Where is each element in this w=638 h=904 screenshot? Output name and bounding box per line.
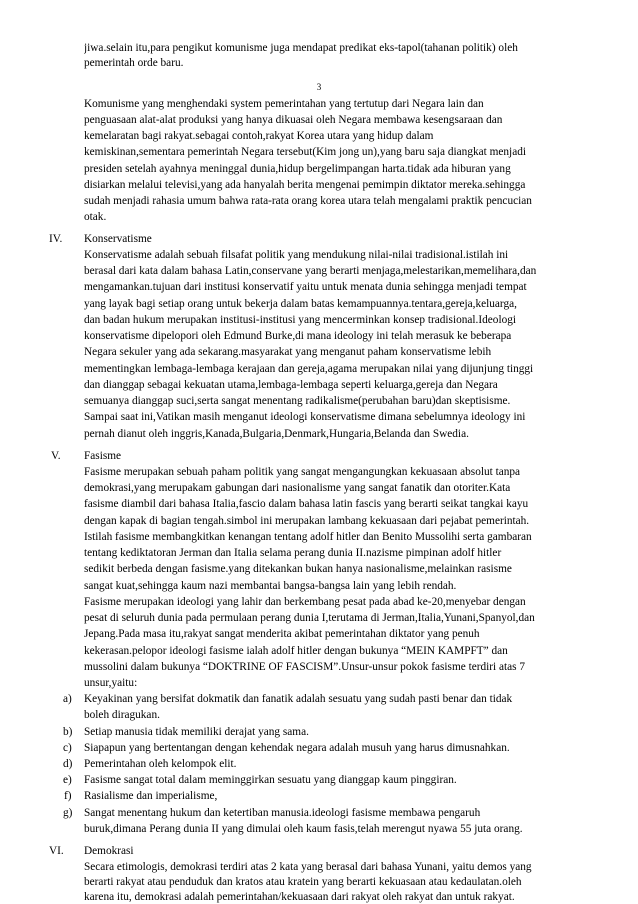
text-line: fasisme diambil dari bahasa Italia,fascio dalam bahasa latin fascis yang berarti seikat tangkai kayu <box>84 498 529 510</box>
text-line: unsur,yaitu: <box>84 677 138 689</box>
list-item-line: boleh diragukan. <box>84 709 160 721</box>
list-marker: b) <box>63 726 73 738</box>
list-marker: a) <box>63 693 72 705</box>
text-line: Jepang.Pada masa itu,rakyat sangat menderita akibat pemerintahan diktator yang penuh <box>84 628 480 640</box>
text-line: kemelaratan bagi rakyat.sebagai contoh,rakyat Korea utara yang hidup dalam <box>84 130 434 142</box>
text-line: pernah dianut oleh inggris,Kanada,Bulgaria,Denmark,Hungaria,Belanda dan Swedia. <box>84 428 469 440</box>
text-line: Secara etimologis, demokrasi terdiri atas 2 kata yang berasal dari bahasa Yunani, yaitu demos yang <box>84 861 532 873</box>
text-line: pemerintah orde baru. <box>84 57 184 69</box>
list-marker: e) <box>63 774 72 786</box>
list-marker: c) <box>63 742 72 754</box>
section-title: Fasisme <box>84 450 122 462</box>
text-line: berarti rakyat atau penduduk dan kratos atau kratein yang berarti kekuasaan atau kedaulatan.oleh <box>84 876 522 888</box>
text-line: Fasisme merupakan sebuah paham politik yang sangat mengangungkan kekuasaan absolut tanpa <box>84 466 521 478</box>
text-line: jiwa.selain itu,para pengikut komunisme juga mendapat predikat eks-tapol(tahanan politik) oleh <box>84 42 518 54</box>
list-item-line: Rasialisme dan imperialisme, <box>84 790 218 802</box>
text-line: penguasaan alat-alat produksi yang hanya dikuasai oleh Negara membawa kesengsaraan dan <box>84 114 503 126</box>
text-line: dan dianggap sebagai kekuatan utama,lembaga-lembaga seperti keluarga,gereja dan Negara <box>84 379 498 391</box>
text-line: dengan kapak di bagian tengah.simbol ini merupakan lambang kekuasaan dari pejabat pemerintah. <box>84 515 530 527</box>
text-line: disiarkan melalui televisi,yang ada hanyalah berita mengenai pemimpin diktator mereka.sehingga <box>84 179 526 191</box>
text-line: sedikit berbeda dengan fasisme.yang ditekankan bukan hanya nasionalisme,melainkan rasisme <box>84 563 512 575</box>
list-marker: g) <box>63 807 73 819</box>
text-line: berasal dari kata dalam bahasa Latin,conservane yang berarti menjaga,melestarikan,memelihara,dan <box>84 265 537 277</box>
list-marker: f) <box>64 790 72 802</box>
text-line: sangat kuat,sehingga kaum nazi membantai bangsa-bangsa lain yang lebih rendah. <box>84 580 457 592</box>
text-line: otak. <box>84 211 107 223</box>
text-line: pesat di seluruh dunia pada permulaan perang dunia I,terutama di Jerman,Italia,Yunani,Spanyol,dan <box>84 612 535 624</box>
text-line: Sampai saat ini,Vatikan masih menganut ideologi konservatisme dimana sebelumnya ideology ini <box>84 411 526 423</box>
list-item-line: Fasisme sangat total dalam meminggirkan sesuatu yang dianggap kaum pinggiran. <box>84 774 457 786</box>
list-item-line: Setiap manusia tidak memiliki derajat yang sama. <box>84 726 309 738</box>
text-line: Fasisme merupakan ideologi yang lahir dan berkembang pesat pada abad ke-20,menyebar dengan <box>84 596 526 608</box>
text-line: dan badan hukum merupakan institusi-institusi yang mencerminkan konsep tradisional.Ideologi <box>84 314 517 326</box>
text-line: mengamankan.tujuan dari institusi konservatif yaitu untuk menata dunia sehingga menjadi tempat <box>84 281 527 293</box>
text-line: kemiskinan,sementara pemerintah Negara tersebut(Kim jong un),yang baru saja diangkat menjadi <box>84 146 526 158</box>
page-number: 3 <box>316 82 322 92</box>
text-line: Konservatisme adalah sebuah filsafat politik yang mendukung nilai-nilai tradisional.istilah ini <box>84 249 509 261</box>
section-numeral: V. <box>51 450 61 462</box>
list-item-line: Siapapun yang bertentangan dengan kehendak negara adalah musuh yang harus dimusnahkan. <box>84 742 510 754</box>
text-line: yang layak bagi setiap orang untuk bekerja dalam batas kemampuannya.tentara,gereja,keluarga, <box>84 298 517 310</box>
text-line: kekerasan.pelopor ideologi fasisme ialah adolf hitler dengan bukunya “MEIN KAMPFT” dan <box>84 645 508 657</box>
section-title: Konservatisme <box>84 233 152 245</box>
section-title: Demokrasi <box>84 845 134 857</box>
text-line: Komunisme yang menghendaki system pemerintahan yang tertutup dari Negara lain dan <box>84 98 484 110</box>
text-line: mementingkan lembaga-lembaga kerajaan dan gereja,agama merupakan nilai yang dijunjung tinggi <box>84 363 534 375</box>
list-item-line: Pemerintahan oleh kelompok elit. <box>84 758 237 770</box>
list-item-line: buruk,dimana Perang dunia II yang dimulai oleh kaum fasis,telah merengut nyawa 55 juta orang. <box>84 823 523 835</box>
list-item-line: Sangat menentang hukum dan ketertiban manusia.ideologi fasisme membawa pengaruh <box>84 807 481 819</box>
list-marker: d) <box>63 758 73 770</box>
text-line: tentang kediktatoran Jerman dan Italia selama perang dunia II.nazisme pimpinan adolf hitler <box>84 547 502 559</box>
text-line: karena itu, demokrasi adalah pemerintahan/kekuasaan dari rakyat oleh rakyat dan untuk rakyat. <box>84 891 515 903</box>
text-line: mussolini dalam bukunya “DOKTRINE OF FASCISM”.Unsur-unsur pokok fasisme terdiri atas 7 <box>84 661 526 673</box>
text-line: semuanya dianggap suci,serta sangat menentang radikalisme(perubahan baru)dan skeptisisme. <box>84 395 511 407</box>
text-line: demokrasi,yang merupakam gabungan dari nasionalisme yang sangat fanatik dan otoriter.Kata <box>84 482 511 494</box>
section-numeral: IV. <box>49 233 63 245</box>
text-line: konservatisme dipelopori oleh Edmund Burke,di mana ideology ini telah merasuk ke beberapa <box>84 330 512 342</box>
section-numeral: VI. <box>49 845 64 857</box>
list-item-line: Keyakinan yang bersifat dokmatik dan fanatik adalah sesuatu yang sudah pasti benar dan tidak <box>84 693 513 705</box>
text-line: Istilah fasisme membangkitkan kenangan tentang adolf hitler dan Benito Mussolihi serta gambaran <box>84 531 532 543</box>
text-line: sudah menjadi rahasia umum bahwa rata-rata orang korea utara telah mengalami praktik pencucian <box>84 195 532 207</box>
text-line: Negara sekuler yang ada sekarang.masyarakat yang menganut paham konservatisme lebih <box>84 346 492 358</box>
text-line: presiden setelah ayahnya meninggal dunia,hidup bergelimpangan harta.tidak ada hiburan yang <box>84 163 511 175</box>
